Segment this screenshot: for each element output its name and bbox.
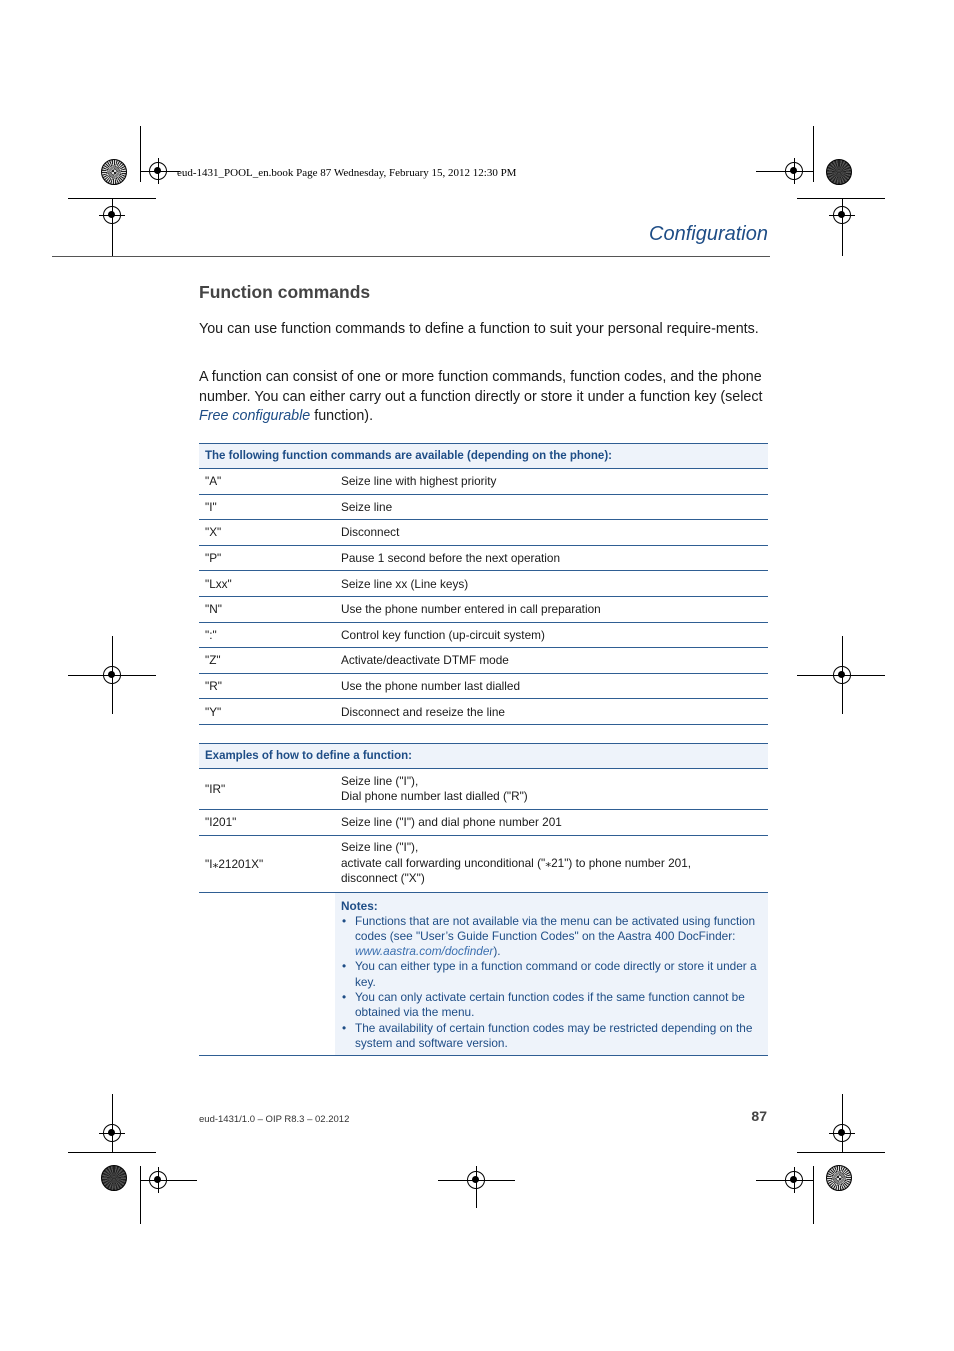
- table-row: [199, 769, 768, 810]
- example-description: [335, 835, 768, 892]
- example-description: [335, 810, 768, 836]
- page-title: Function commands: [199, 282, 371, 302]
- page-number: 87: [751, 1108, 767, 1124]
- command-description: Seize line xx (Line keys): [335, 571, 768, 597]
- table-row: [199, 494, 768, 520]
- list-item: • You can only activate certain function codes if the same function cannot be obtained via the menu.: [341, 990, 762, 1021]
- command-description: Seize line with highest priority: [335, 469, 768, 495]
- notes-row: [199, 892, 768, 1056]
- section-title: Configuration: [649, 223, 768, 245]
- examples-table-heading: Examples of how to define a function:: [199, 744, 768, 769]
- table-row: [199, 648, 768, 674]
- intro-paragraph-2: [199, 368, 769, 427]
- list-item: • You can either type in a function command or code directly or store it under a key.: [341, 959, 762, 990]
- command-code: "N": [199, 596, 335, 622]
- command-description: Activate/deactivate DTMF mode: [335, 648, 768, 674]
- note-text: Functions that are not available via the menu can be activated using function codes (see "User’s Guide Function Codes" on the Aastra 400 DocFinder:: [355, 913, 756, 943]
- example-line: activate call forwarding unconditional ("⁎21") to phone number 201,: [341, 855, 692, 870]
- command-description: Disconnect and reseize the line: [335, 699, 768, 725]
- intro-text-after: function).: [310, 408, 374, 424]
- command-code: "I": [199, 494, 335, 520]
- book-info: eud-1431_POOL_en.book Page 87 Wednesday, February 15, 2012 12:30 PM: [177, 167, 517, 179]
- command-description: Seize line: [335, 494, 768, 520]
- table-row: [199, 622, 768, 648]
- command-code: "Z": [199, 648, 335, 674]
- example-code: "IR": [199, 769, 335, 810]
- table-row: [199, 545, 768, 571]
- command-description: Use the phone number entered in call preparation: [335, 596, 768, 622]
- footer-doc-id: eud-1431/1.0 – OIP R8.3 – 02.2012: [199, 1114, 350, 1125]
- command-description: Disconnect: [335, 520, 768, 546]
- notes-list: [341, 914, 762, 1052]
- notes-box: [335, 892, 768, 1056]
- note-text: ).: [493, 944, 501, 959]
- free-configurable-term: Free configurable: [199, 408, 311, 424]
- commands-table: [199, 443, 768, 725]
- command-code: "Lxx": [199, 571, 335, 597]
- table-row: [199, 835, 768, 892]
- example-code: "I⁎21201X": [199, 835, 335, 892]
- command-code: "A": [199, 469, 335, 495]
- command-description: Use the phone number last dialled: [335, 673, 768, 699]
- commands-table-heading: The following function commands are available (depending on the phone):: [199, 444, 768, 469]
- table-row: [199, 699, 768, 725]
- example-line: Dial phone number last dialled ("R"): [341, 789, 528, 803]
- command-code: ":": [199, 622, 335, 648]
- command-description: Pause 1 second before the next operation: [335, 545, 768, 571]
- command-code: "R": [199, 673, 335, 699]
- command-code: "Y": [199, 699, 335, 725]
- command-description: Control key function (up-circuit system): [335, 622, 768, 648]
- table-row: [199, 673, 768, 699]
- example-line: Seize line ("I") and dial phone number 201: [341, 815, 562, 830]
- table-row: [199, 596, 768, 622]
- table-row: [199, 469, 768, 495]
- header-rule: [52, 256, 770, 257]
- table-row: [199, 571, 768, 597]
- example-description: [335, 769, 768, 810]
- intro-paragraph-1: You can use function commands to define a function to suit your personal require-ments.: [199, 321, 759, 337]
- table-row: [199, 520, 768, 546]
- example-line: Seize line ("I"),: [341, 840, 419, 855]
- table-row: [199, 810, 768, 836]
- examples-table: [199, 743, 768, 1056]
- example-code: "I201": [199, 810, 335, 836]
- docfinder-link[interactable]: www.aastra.com/docfinder: [355, 944, 494, 959]
- example-line: Seize line ("I"),: [341, 773, 419, 788]
- list-item: [341, 914, 762, 960]
- command-code: "P": [199, 545, 335, 571]
- example-line: disconnect ("X"): [341, 871, 425, 886]
- list-item: • The availability of certain function codes may be restricted depending on the system and software version.: [341, 1021, 762, 1052]
- command-code: "X": [199, 520, 335, 546]
- notes-title: Notes:: [341, 898, 378, 913]
- intro-text-before: A function can consist of one or more function commands, function codes, and the phone number. You can either carry out a function directly or store it under a function key (select: [199, 369, 763, 405]
